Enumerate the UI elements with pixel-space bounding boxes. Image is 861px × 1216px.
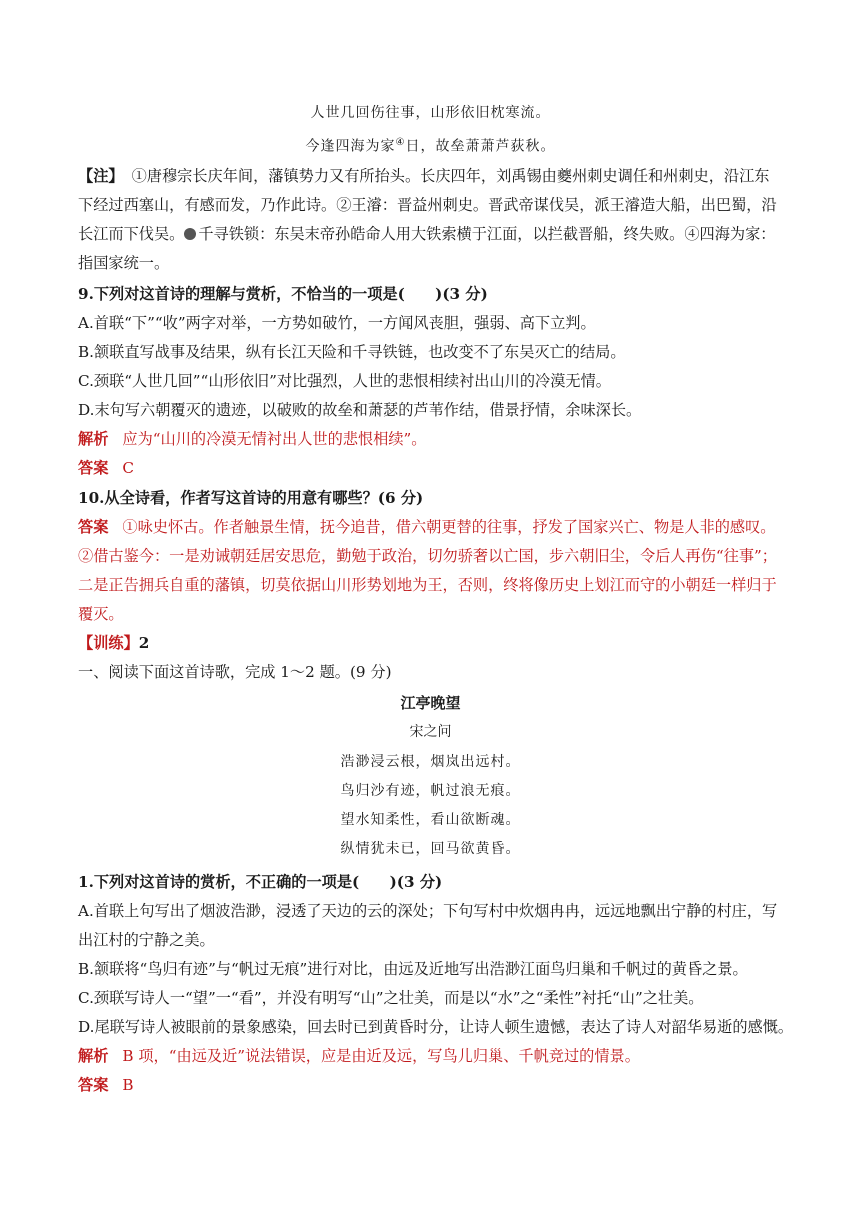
poem-line: 纵情犹未已，回马欲黄昏。: [340, 841, 521, 857]
option-b: B.颔联直写战事及结果，纵有长江天险和千寻铁链，也改变不了东吴灭亡的结局。: [78, 343, 626, 361]
answer-text: ②借古鉴今：一是劝诫朝廷居安思危，勤勉于政治，切勿骄奢以亡国，步六朝旧尘，令后人再伤“往事”；: [78, 547, 777, 565]
answer-label: 答案: [78, 459, 109, 477]
answer-line: [78, 1075, 134, 1095]
option-b: B.颔联将“鸟归有迹”与“帆过无痕”进行对比，由远及近地写出浩渺江面鸟归巢和千帆过的黄昏之景。: [78, 960, 748, 978]
answer-text: 二是正告拥兵自重的藩镇，切莫依据山川形势划地为王，否则，终将像历史上划江而守的小朝廷一样归于: [78, 576, 777, 594]
analysis-text: B 项，“由远及近”说法错误，应是由近及远，写鸟儿归巢、千帆竞过的情景。: [122, 1047, 640, 1065]
analysis-label: 解析: [78, 430, 109, 448]
option-d: D.尾联写诗人被眼前的景象感染，回去时已到黄昏时分，让诗人顿生遗憾，表达了诗人对韶华易逝的感慨。: [78, 1018, 794, 1036]
notes-text: 千寻铁锁：东吴末帝孙皓命人用大铁索横于江面，以拦截晋船，终失败。④四海为家：: [198, 225, 776, 243]
analysis-line: [78, 1046, 640, 1066]
question-title: 10.从全诗看，作者写这首诗的用意有哪些？(6 分): [78, 489, 424, 507]
notes-line: 指国家统一。: [78, 254, 170, 272]
practice-heading: [78, 633, 149, 653]
footnote-marker: ④: [395, 137, 406, 148]
notes-line: 下经过西塞山，有感而发，乃作此诗。②王濬：晋益州刺史。晋武帝谋伐吴，派王濬造大船，出巴蜀，沿: [78, 196, 777, 214]
option-a-continued: 出江村的宁静之美。: [78, 931, 215, 949]
notes-label: 【注】: [78, 167, 124, 185]
poem-line: 人世几回伤往事，山形依旧枕寒流。: [310, 105, 551, 121]
notes-line: [78, 224, 775, 244]
answer-text: ①咏史怀古。作者触景生情，抚今追昔，借六朝更替的往事，抒发了国家兴亡、物是人非的感叹。: [122, 518, 776, 536]
answer-line: [78, 458, 134, 478]
poem-line-text: 日，故垒萧萧芦荻秋。: [405, 138, 556, 155]
option-c: C.颈联写诗人一“望”一“看”，并没有明写“山”之壮美，而是以“水”之“柔性”衬托“山”之壮美。: [78, 989, 704, 1007]
poem-line: 鸟归沙有迹，帆过浪无痕。: [340, 783, 521, 799]
poem-line: 浩渺浸云根，烟岚出远村。: [340, 754, 521, 770]
footnote-dot-icon: [184, 228, 196, 240]
option-a: A.首联上句写出了烟波浩渺，浸透了天边的云的深处；下句写村中炊烟冉冉，远远地飘出宁静的村庄，写: [78, 902, 778, 920]
answer-line: [78, 517, 775, 537]
notes-text: 长江而下伐吴。: [78, 225, 185, 243]
question-title: 9.下列对这首诗的理解与赏析，不恰当的一项是( )(3 分): [78, 285, 488, 303]
practice-number: 2: [138, 634, 150, 652]
poem-author: 宋之问: [409, 724, 452, 740]
practice-intro: 一、阅读下面这首诗歌，完成 1～2 题。(9 分): [78, 663, 392, 681]
poem-line: 望水知柔性，看山欲断魂。: [340, 812, 521, 828]
option-d: D.末句写六朝覆灭的遗迹，以破败的故垒和萧瑟的芦苇作结，借景抒情，余味深长。: [78, 401, 642, 419]
analysis-text: 应为“山川的冷漠无情衬出人世的悲恨相续”。: [122, 430, 427, 448]
analysis-line: [78, 429, 426, 449]
analysis-label: 解析: [78, 1047, 109, 1065]
poem-line-text: 今逢四海为家: [305, 138, 396, 155]
answer-label: 答案: [78, 518, 109, 536]
option-a: A.首联“下”“收”两字对举，一方势如破竹，一方闻风丧胆，强弱、高下立判。: [78, 314, 596, 332]
poem-title: 江亭晚望: [400, 694, 461, 712]
answer-text: 覆灭。: [78, 605, 124, 623]
question-title: 1.下列对这首诗的赏析，不正确的一项是( )(3 分): [78, 873, 443, 891]
answer-text: C: [122, 459, 134, 477]
poem-line: [0, 133, 861, 157]
answer-text: B: [122, 1076, 134, 1094]
answer-label: 答案: [78, 1076, 109, 1094]
option-c: C.颈联“人世几回”“山形依旧”对比强烈，人世的悲恨相续衬出山川的冷漠无情。: [78, 372, 611, 390]
practice-label: 【训练】: [78, 634, 139, 652]
notes-line: [78, 166, 769, 186]
notes-text: ①唐穆宗长庆年间，藩镇势力又有所抬头。长庆四年，刘禹锡由夔州刺史调任和州刺史，沿江东: [131, 167, 770, 185]
